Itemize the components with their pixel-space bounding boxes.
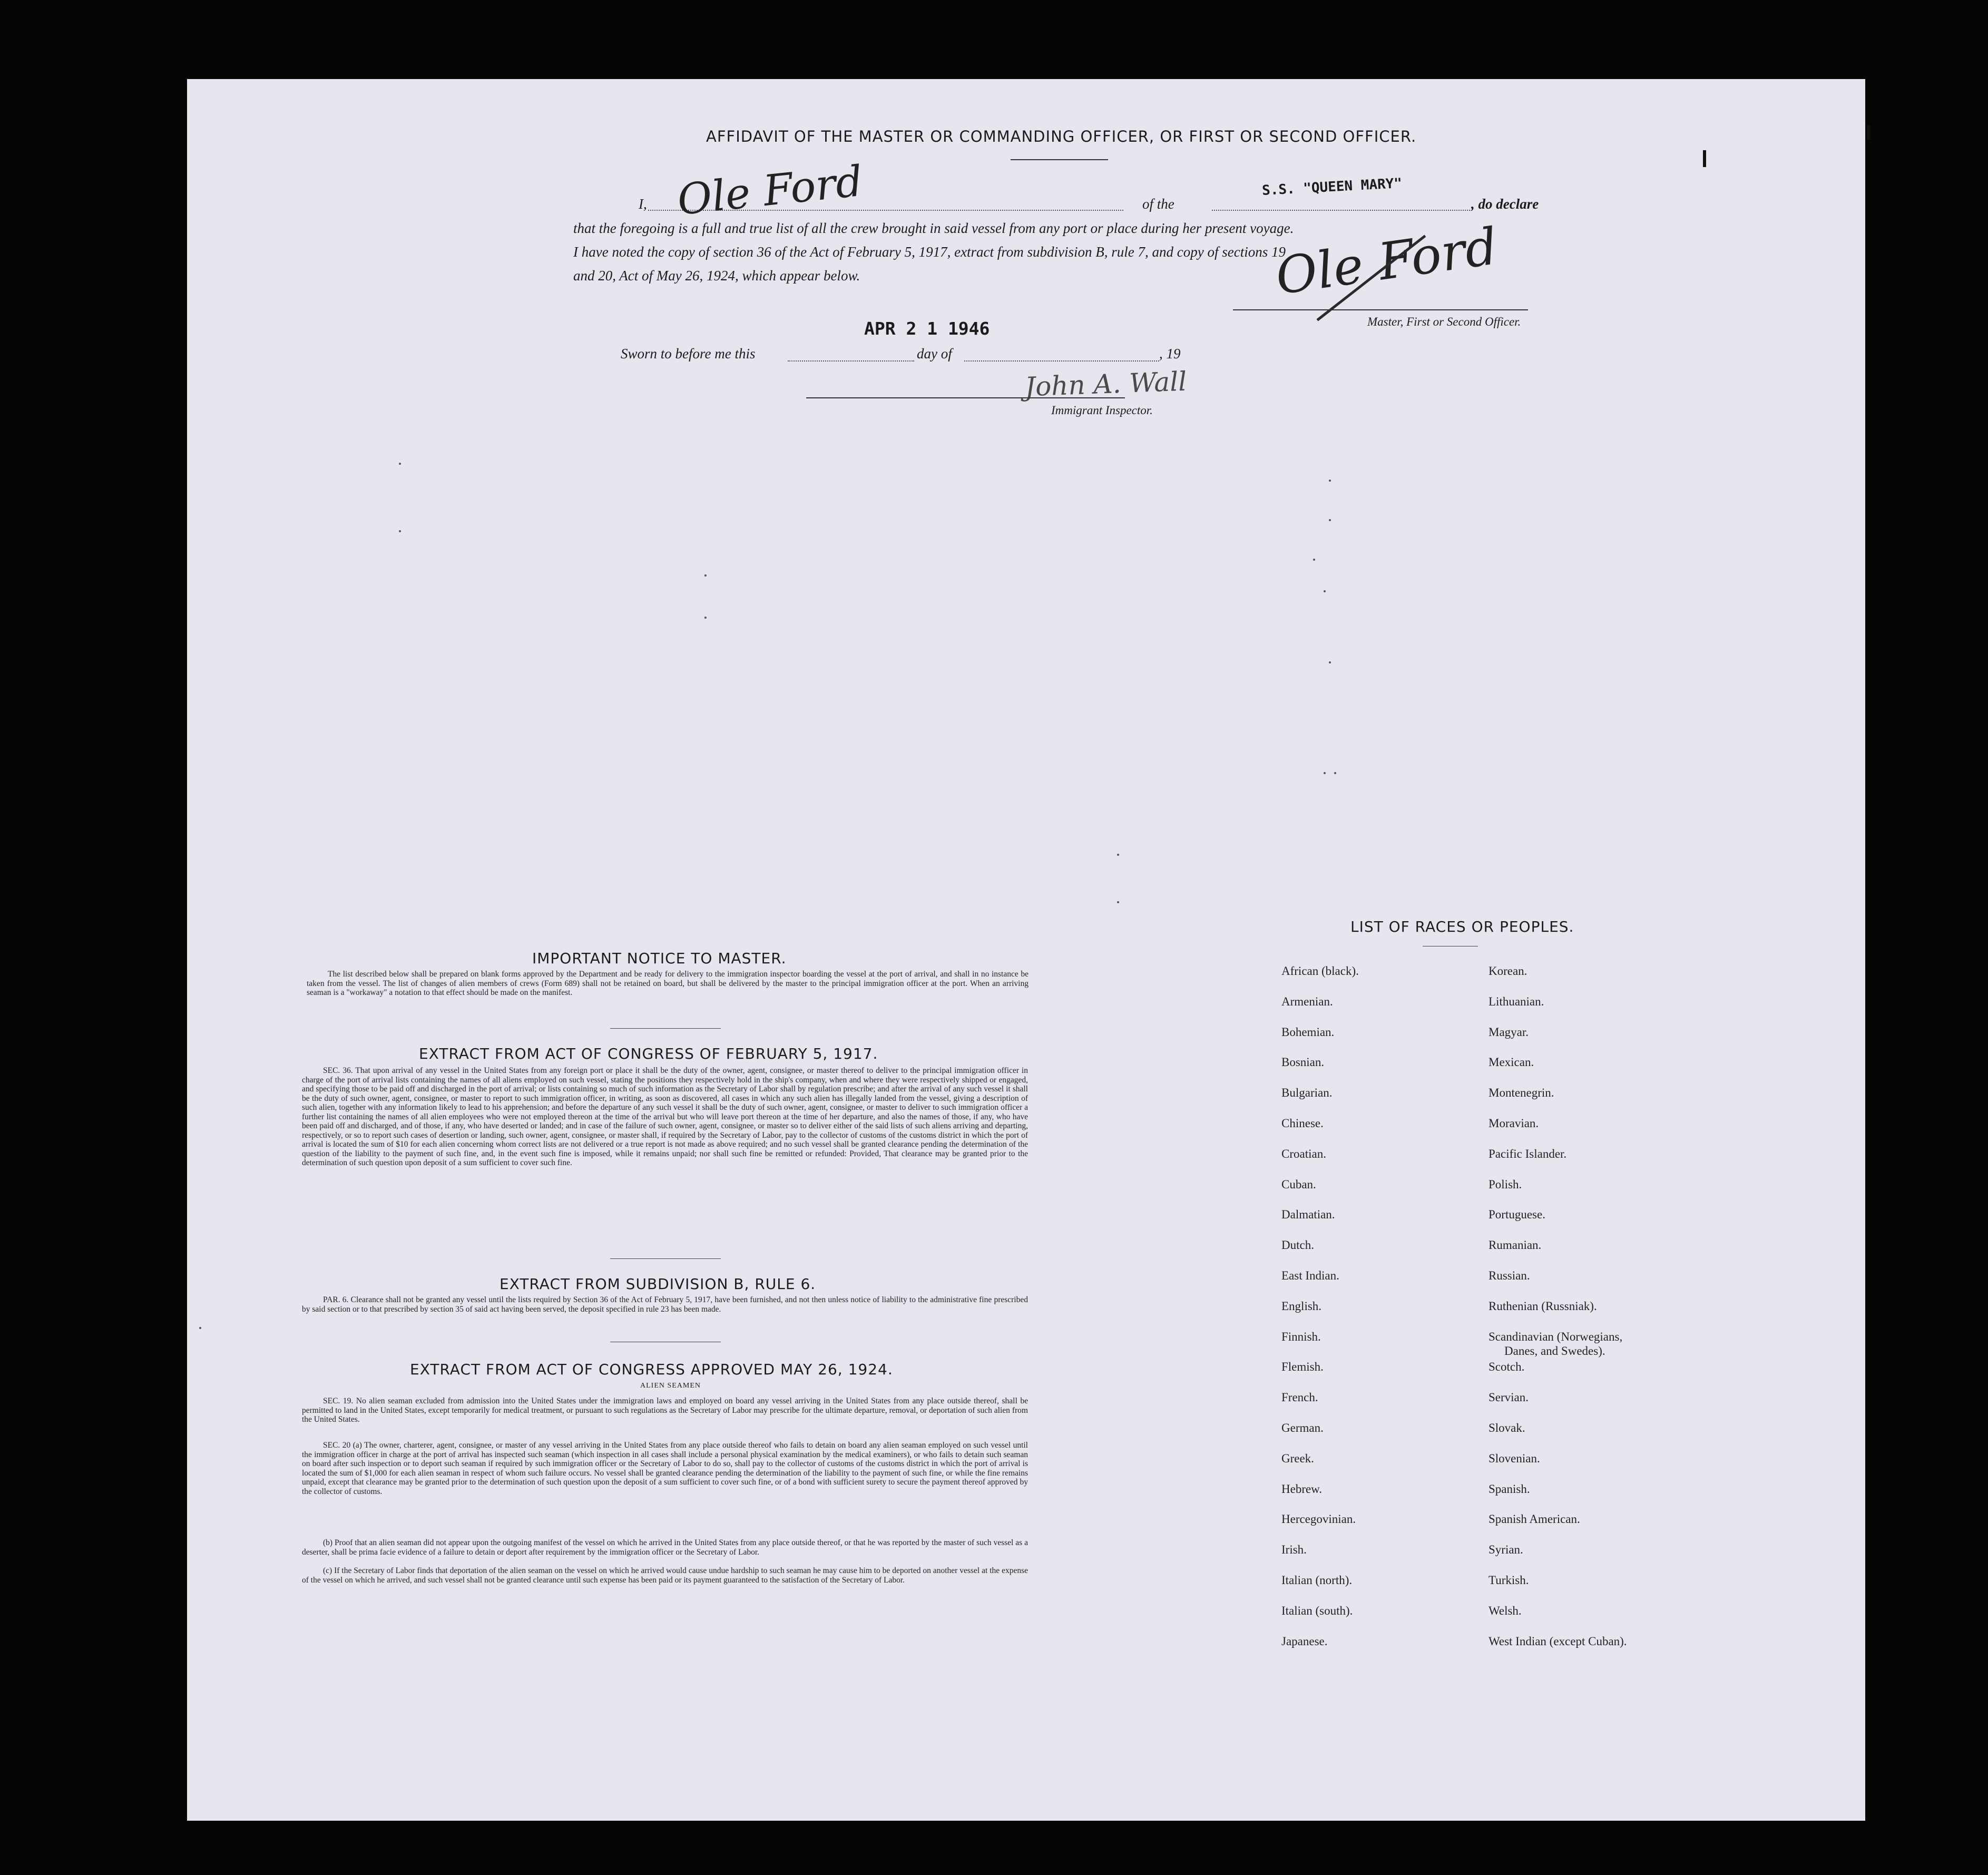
notice-title: IMPORTANT NOTICE TO MASTER.: [532, 950, 787, 967]
race-item: Montenegrin.: [1488, 1086, 1554, 1099]
page-speck: [704, 574, 707, 577]
race-item: Russian.: [1488, 1269, 1530, 1282]
page-speck: [1324, 590, 1326, 592]
page-speck: [199, 1327, 201, 1329]
race-item: Scotch.: [1488, 1360, 1525, 1373]
affidavit-line-4: and 20, Act of May 26, 1924, which appear below.: [573, 268, 860, 284]
race-item: African (black).: [1281, 964, 1359, 978]
extract-rule6-body: PAR. 6. Clearance shall not be granted any vessel until the lists required by Section 36 of the Act of February 5, 1917, have been furnished, and not then unless notice of liability to the administrative fine prescribed by said section or to that prescribed by section 35 of said act having been served, the deposit specified in rule 23 has been made.: [302, 1295, 1028, 1314]
page-speck: [1313, 559, 1315, 561]
edge-mark: [1867, 125, 1870, 140]
race-item: English.: [1281, 1300, 1322, 1313]
notice-body: The list described below shall be prepared on blank forms approved by the Department and be ready for delivery to the immigration inspector boarding the vessel at the port of arrival, and shall in no instance be taken from the vessel. The list of changes of alien members of crews (Form 689) shall not be retained on board, but shall be delivered by the master to the principal immigration officer at the port. When an arriving seaman is a "workaway" a notation to that effect should be made on the manifest.: [307, 970, 1029, 997]
race-item: Hercegovinian.: [1281, 1512, 1356, 1526]
race-item: Bohemian.: [1281, 1026, 1335, 1039]
of-the-label: of the: [1142, 196, 1174, 212]
punch-hole: [1902, 305, 1927, 330]
sworn-day-line: [788, 360, 914, 362]
page-speck: [1329, 519, 1331, 521]
race-item: Finnish.: [1281, 1330, 1321, 1343]
race-item: Turkish.: [1488, 1574, 1529, 1587]
race-item: Armenian.: [1281, 995, 1333, 1008]
race-item: Italian (north).: [1281, 1574, 1353, 1587]
race-item: Greek.: [1281, 1452, 1314, 1465]
race-item: Servian.: [1488, 1391, 1529, 1404]
affidavit-line-2: that the foregoing is a full and true list of all the crew brought in said vessel from any port or place during her present voyage.: [573, 220, 1294, 236]
sworn-month-line: [964, 360, 1159, 362]
race-item: Slovak.: [1488, 1421, 1525, 1434]
page-speck: [704, 617, 707, 619]
extract-rule6-title: EXTRACT FROM SUBDIVISION B, RULE 6.: [500, 1275, 816, 1293]
race-item: Polish.: [1488, 1178, 1522, 1191]
divider: [610, 1258, 721, 1259]
race-item: Scandinavian (Norwegians,: [1488, 1330, 1623, 1343]
page-speck: [399, 530, 401, 532]
page-speck: [1329, 480, 1331, 482]
race-item: Bosnian.: [1281, 1056, 1325, 1069]
race-item: Croatian.: [1281, 1147, 1326, 1160]
race-item: Ruthenian (Russniak).: [1488, 1300, 1597, 1313]
race-item: West Indian (except Cuban).: [1488, 1635, 1627, 1648]
race-item: Welsh.: [1488, 1604, 1522, 1617]
master-signature-top: Ole Ford: [675, 156, 865, 225]
race-item: Magyar.: [1488, 1026, 1529, 1039]
punch-hole: [1901, 219, 1926, 244]
alien-seamen-subtitle: ALIEN SEAMEN: [640, 1382, 701, 1390]
inspector-signature-line: [806, 397, 1125, 398]
affidavit-line-3: I have noted the copy of section 36 of the Act of February 5, 1917, extract from subdivision B, rule 7, and copy of sections 19: [573, 244, 1286, 260]
punch-hole: [1896, 563, 1922, 589]
extract-1924-sec19: SEC. 19. No alien seaman excluded from admission into the United States under the immigration laws and employed on board any vessel arriving in the United States from any place outside thereof, shall be permitted to land in the United States, except temporarily for medical treatment, or pursuant to such regulations as the Secretary of Labor may prescribe for the ultimate departure, removal, or deportation of such alien from the United States.: [302, 1397, 1028, 1424]
race-item: Pacific Islander.: [1488, 1147, 1567, 1160]
master-caption: Master, First or Second Officer.: [1367, 315, 1521, 328]
i-label: I,: [639, 196, 647, 212]
do-declare-label: , do declare: [1471, 196, 1539, 212]
inspector-signature: John A. Wall: [1024, 366, 1188, 403]
page-speck: [399, 463, 401, 465]
vessel-line: [1212, 210, 1470, 211]
race-item: German.: [1281, 1421, 1324, 1434]
page-speck: [1334, 772, 1336, 774]
race-item: Spanish American.: [1488, 1512, 1580, 1526]
master-signature-line: [1233, 309, 1528, 310]
race-item: Japanese.: [1281, 1635, 1328, 1648]
race-item: Dutch.: [1281, 1238, 1314, 1252]
extract-1917-title: EXTRACT FROM ACT OF CONGRESS OF FEBRUARY 5, 1917.: [419, 1045, 878, 1062]
page-speck: [1324, 772, 1326, 774]
title-underline: [1011, 159, 1108, 160]
extract-1924-title: EXTRACT FROM ACT OF CONGRESS APPROVED MAY 26, 1924.: [410, 1361, 893, 1378]
race-item: Portuguese.: [1488, 1208, 1545, 1221]
race-item-continuation: Danes, and Swedes).: [1504, 1344, 1605, 1358]
race-item: Slovenian.: [1488, 1452, 1540, 1465]
date-stamp: APR 2 1 1946: [864, 318, 990, 339]
race-item: Rumanian.: [1488, 1238, 1542, 1252]
race-item: East Indian.: [1281, 1269, 1339, 1282]
race-item: Lithuanian.: [1488, 995, 1544, 1008]
race-item: Flemish.: [1281, 1360, 1324, 1373]
race-item: Irish.: [1281, 1543, 1307, 1556]
master-signature: Ole Ford: [1272, 217, 1501, 306]
race-item: Cuban.: [1281, 1178, 1316, 1191]
race-item: Bulgarian.: [1281, 1086, 1333, 1099]
year-prefix: , 19: [1159, 346, 1181, 362]
extract-1917-body: SEC. 36. That upon arrival of any vessel in the United States from any foreign port or place it shall be the duty of the owner, agent, consignee, or master thereof to deliver to the principal immigration officer in charge of the port of arrival lists containing the names of all aliens employed on such vessel, stating the positions they respectively hold in the ship's company, when and where they were respectively shipped or engaged, and specifying those to be paid off and discharged in the port of arrival; or lists containing so much of such information as the Secretary of Labor shall by regulation prescribe; and after the arrival of any such vessel it shall be the duty of such owner, agent, consignee, or master to report to such immigration officer, in writing, as soon as discovered, all cases in which any such alien has illegally landed from the vessel, giving a description of such alien, together with any information likely to lead to his apprehension; and before the departure of any such vessel it shall be the duty of such owner, agent, consignee, or master to deliver to such immigration officer a further list containing the names of all alien employees who were not employed thereon at the time of the arrival but who will leave port thereon at the time of her departure, and also the names of those, if any, who have been paid off and discharged, and of those, if any, who have deserted or landed; and in case of the failure of such owner, agent, consignee, or master so to deliver either of the said lists of such aliens arriving and departing, respectively, or so to report such cases of desertion or landing, such owner, agent, consignee, or master shall, if required by the Secretary of Labor, pay to the collector of customs of the customs district in which the port of arrival is located the sum of $10 for each alien concerning whom correct lists are not delivered or a true report is not made as above required; and no such vessel shall be granted clearance pending the determination of the question of the liability to the payment of such fine, and, in the event such fine is imposed, while it remains unpaid; nor shall such fine be remitted or refunded: Provided, That clearance may be granted prior to the determination of such question upon deposit of a sum sufficient to cover such fine.: [302, 1066, 1028, 1167]
sworn-prefix: Sworn to before me this: [621, 346, 756, 362]
race-item: Spanish.: [1488, 1482, 1530, 1496]
page-speck: [1329, 661, 1331, 663]
extract-1924-sec20a: SEC. 20 (a) The owner, charterer, agent, consignee, or master of any vessel arriving in the United States from any place outside thereof who fails to detain on board any alien seaman employed on such vessel until the immigration officer in charge at the port of arrival has inspected such seaman (which inspection in all cases shall include a personal physical examination by the medical examiners), or who fails to detain such seaman on board after such inspection or to deport such seaman if required by such immigration officer or the Secretary of Labor to do so, shall pay to the collector of customs of the customs district in which the port of arrival is located the sum of $1,000 for each alien seaman in respect of whom such failure occurs. No vessel shall be granted clearance pending the determination of the liability to the payment of such fine, or while the fine remains unpaid, except that clearance may be granted prior to the determination of such question upon the deposit of a sum sufficient to cover such fine, or of a bond with sufficient surety to secure the payment thereof approved by the collector of customs.: [302, 1441, 1028, 1496]
punch-hole: [1897, 1217, 1923, 1244]
extract-1924-sec20b: (b) Proof that an alien seaman did not appear upon the outgoing manifest of the vessel on which he arrived in the United States from any place outside thereof, or that he was reported by the master of such vessel as a deserter, shall be prima facie evidence of a failure to detain or deport after requirement by the immigration officer or the Secretary of Labor.: [302, 1538, 1028, 1557]
race-item: French.: [1281, 1391, 1318, 1404]
race-item: Syrian.: [1488, 1543, 1523, 1556]
extract-1924-sec20c: (c) If the Secretary of Labor finds that deportation of the alien seaman on the vessel on which he arrived would cause undue hardship to such seaman he may cause him to be deported on another vessel at the expense of the vessel on which he arrived, and such vessel shall not be granted clearance until such expense has been paid or its payment guaranteed to the satisfaction of the Secretary of Labor.: [302, 1566, 1028, 1585]
punch-hole: [1897, 651, 1924, 678]
vessel-name: S.S. "QUEEN MARY": [1261, 175, 1403, 199]
race-item: Korean.: [1488, 964, 1527, 978]
page-speck: [1117, 854, 1119, 856]
race-item: Dalmatian.: [1281, 1208, 1335, 1221]
page-speck: [1117, 901, 1119, 903]
race-item: Italian (south).: [1281, 1604, 1353, 1617]
document-sheet: [187, 79, 1865, 1821]
races-title: LIST OF RACES OR PEOPLES.: [1350, 918, 1574, 935]
punch-hole: [1897, 1555, 1923, 1581]
race-item: Chinese.: [1281, 1117, 1324, 1130]
punch-hole: [1916, 188, 1940, 211]
divider: [610, 1028, 721, 1029]
day-of-label: day of: [917, 346, 952, 362]
edge-mark: [1703, 150, 1706, 167]
race-item: Hebrew.: [1281, 1482, 1323, 1496]
race-item: Moravian.: [1488, 1117, 1539, 1130]
punch-hole: [1896, 1470, 1923, 1498]
inspector-caption: Immigrant Inspector.: [1051, 404, 1153, 417]
affidavit-title: AFFIDAVIT OF THE MASTER OR COMMANDING OFFICER, OR FIRST OR SECOND OFFICER.: [706, 128, 1417, 145]
race-item: Mexican.: [1488, 1056, 1534, 1069]
